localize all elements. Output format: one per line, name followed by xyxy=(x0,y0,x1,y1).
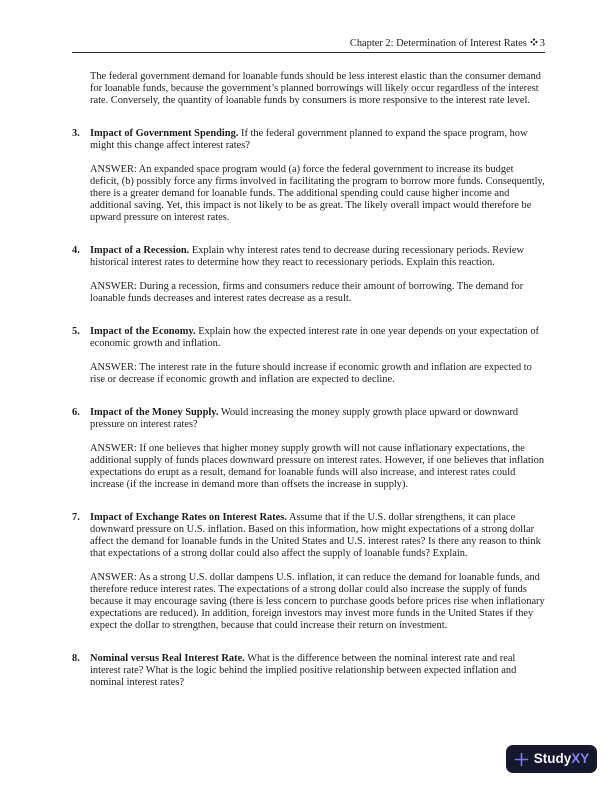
question-body: Would increasing the money supply growth place upward or downward pressure on interest rates? xyxy=(90,407,519,430)
question-number: 3. xyxy=(72,128,80,139)
question-title: Impact of the Money Supply. xyxy=(90,407,219,418)
question-text xyxy=(90,407,545,431)
question-body: What is the difference between the nominal interest rate and real interest rate? What is the logic behind the implied positive relationship between expected inflation and nominal interest rates? xyxy=(90,653,517,688)
header-page-number: 3 xyxy=(539,38,545,49)
question-item-6 xyxy=(72,407,545,431)
studyxy-logo[interactable] xyxy=(506,745,597,773)
answer-text-4: ANSWER: During a recession, firms and consumers reduce their amount of borrowing. The demand for loanable funds decreases and interest rates decrease as a result. xyxy=(90,281,524,304)
question-item-7 xyxy=(72,512,545,560)
question-number: 4. xyxy=(72,245,80,256)
answer-text-3: ANSWER: An expanded space program would (a) force the federal government to increase its budget deficit, (b) possibly force any firms involved in facilitating the program to borrow more funds. Consequently, there is a greater demand for loanable funds. The additional spending could cause higher income and additional saving. Yet, this impact is not likely to be as great. The likely overall impact would therefore be upward pressure on interest rates. xyxy=(90,164,545,223)
question-item-8 xyxy=(72,653,545,689)
question-title: Impact of Government Spending. xyxy=(90,128,239,139)
question-title: Impact of a Recession. xyxy=(90,245,190,256)
question-text xyxy=(90,245,545,269)
question-body: Assume that if the U.S. dollar strengthens, it can place downward pressure on U.S. inflation. Based on this information, how might expectations of a strong dollar affect the demand for loanable funds in the United States and U.S. interest rates? Is there any reason to think that expectations of a strong dollar could also affect the supply of loanable funds? Explain. xyxy=(90,512,541,559)
page-header xyxy=(72,38,545,53)
question-body: If the federal government planned to expand the space program, how might this change affect interest rates? xyxy=(90,128,528,151)
question-title: Impact of the Economy. xyxy=(90,326,196,337)
question-number: 5. xyxy=(72,326,80,337)
intro-paragraph: The federal government demand for loanable funds should be less interest elastic than the consumer demand for loanable funds, because the government’s planned borrowings will likely occur regardless of the interest rate. Conversely, the quantity of loanable funds by consumers is more responsive to the interest rate level. xyxy=(90,71,541,106)
question-body: Explain why interest rates tend to decrease during recessionary periods. Review historical interest rates to determine how they react to recessionary periods. Explain this reaction. xyxy=(90,245,524,268)
question-item-5 xyxy=(72,326,545,350)
question-number: 7. xyxy=(72,512,80,523)
question-item-4 xyxy=(72,245,545,269)
logo-text-primary: Study xyxy=(533,751,572,766)
diamond-ornament-icon xyxy=(530,38,538,46)
question-number: 8. xyxy=(72,653,80,664)
question-body: Explain how the expected interest rate in one year depends on your expectation of economic growth and inflation. xyxy=(90,326,539,349)
question-title: Nominal versus Real Interest Rate. xyxy=(90,653,245,664)
question-number: 6. xyxy=(72,407,80,418)
logo-text-secondary: XY xyxy=(571,751,590,766)
question-text xyxy=(90,128,545,152)
plus-icon xyxy=(514,752,529,767)
answer-text-7: ANSWER: As a strong U.S. dollar dampens U.S. inflation, it can reduce the demand for loanable funds, and therefore reduce interest rates. The expectations of a strong dollar could also increase the supply of funds because it may encourage saving (there is less concern to purchase goods before prices rise when inflationary expectations are reduced). In addition, foreign investors may invest more funds in the United States if they expect the dollar to strengthen, because that could increase their return on investment. xyxy=(90,572,545,631)
question-text xyxy=(90,326,545,350)
header-title: Chapter 2: Determination of Interest Rates xyxy=(349,38,527,49)
question-text xyxy=(90,653,545,689)
question-item-3 xyxy=(72,128,545,152)
answer-text-6: ANSWER: If one believes that higher money supply growth will not cause inflationary expectations, the additional supply of funds places downward pressure on interest rates. However, if one believes that inflation expectations do erupt as a result, demand for loanable funds will also increase, and interest rates could increase (if the increase in demand more than offsets the increase in supply). xyxy=(90,443,545,490)
question-title: Impact of Exchange Rates on Interest Rates. xyxy=(90,512,287,523)
page-content xyxy=(72,38,545,689)
question-text xyxy=(90,512,545,560)
answer-text-5: ANSWER: The interest rate in the future should increase if economic growth and inflation are expected to rise or decrease if economic growth and inflation are expected to decline. xyxy=(90,362,532,385)
